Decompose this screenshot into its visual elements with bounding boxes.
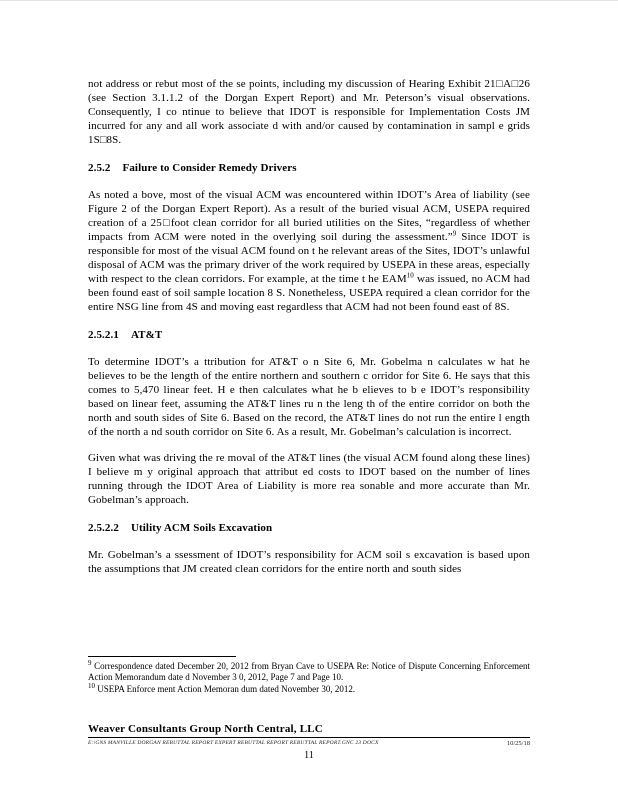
footnote-number: 10 <box>88 681 95 690</box>
paragraph-intro: not address or rebut most of the se points, including my discussion of Hearing Exhibit 21□A□26 (see Section 3.1.1.2 of the Dorgan Expert Report) and Mr. Peterson’s visual observations. Consequently, I co ntinue to believe that IDOT is responsible for Implementation Costs JM incurred for any and all work associate d with and/or caused by contamination in sampl e grids 1S□8S. <box>88 78 530 147</box>
text-run: Since IDOT is responsible for most of the visual ACM found on t he relevant areas of the Sites, IDOT’s unlawful disposal of ACM was the primary driver of the work required by USEPA in these areas, especially with respect to the clean corridors. For example, at the time t he EAM <box>88 230 530 286</box>
page-footer <box>88 723 530 761</box>
section-heading-2-5-2 <box>88 161 530 175</box>
footnote-text: USEPA Enforce ment Action Memoran dum dated November 30, 2012. <box>95 683 356 694</box>
footnote-ref-9: 9 <box>452 229 457 238</box>
file-path: E:\GNS MANVILLE DORGAN REBUTTAL REPORT EXPERT REBUTTAL REPORT REBUTTAL REPORT.GNC 23 DOCX <box>88 740 379 746</box>
footer-divider <box>88 737 530 738</box>
paragraph-soils-excavation: Mr. Gobelman’s a ssessment of IDOT’s responsibility for ACM soil s excavation is based upon the assumptions that JM created clean corridors for the entire north and south sides <box>88 548 530 575</box>
footer-meta-row <box>88 740 530 747</box>
text-run: was issued, no ACM had been found east of soil sample location 8 S. Nonetheless, USEPA required a clean corridor for the entire NSG line from 4S and moving east regardless that ACM had not been found east of 8S. <box>88 273 530 314</box>
section-number: 2.5.2.2 <box>88 522 119 535</box>
section-number: 2.5.2 <box>88 162 111 175</box>
section-title: Utility ACM Soils Excavation <box>130 522 273 535</box>
footnote-text: Correspondence dated December 20, 2012 from Bryan Cave to USEPA Re: Notice of Dispute Concerning Enforcement Action Memorandum date d November 3 0, 2012, Page 7 and Page 10. <box>88 661 530 683</box>
footer-company-name: Weaver Consultants Group North Central, LLC <box>88 723 323 735</box>
footnote-separator-line <box>88 656 236 657</box>
footnote-9 <box>88 661 530 684</box>
document-body <box>88 77 530 588</box>
section-title: AT&T <box>130 329 163 342</box>
footnotes-section <box>88 656 530 695</box>
footnote-10 <box>88 681 530 695</box>
paragraph-remedy-drivers <box>88 188 530 315</box>
paragraph-att-calculation: To determine IDOT’s a ttribution for AT&T o n Site 6, Mr. Gobelma n calculates w hat he believes to be the length of the entire northern and southern c orridor for Site 6. He says that this comes to 5,470 linear feet. H e then calculates what he b elieves to b e IDOT’s responsibility based on linear feet, assuming the AT&T lines ru n the leng th of the entire corridor on both the north and south sides of Site 6. Based on the record, the AT&T lines do not run the entire l ength of the north a nd south corridor on Site 6. As a result, Mr. Gobelman’s calculation is incorrect. <box>88 355 530 438</box>
page-number: 11 <box>304 750 314 761</box>
paragraph-att-opinion: Given what was driving the re moval of the AT&T lines (the visual ACM found along these lines) I believe m y original approach that attribut ed costs to IDOT based on the number of lines running through the IDOT Area of Liability is more rea sonable and more accurate than Mr. Gobelman’s approach. <box>88 452 530 507</box>
footnote-ref-10: 10 <box>406 271 414 280</box>
footnote-number: 9 <box>88 659 92 667</box>
section-number: 2.5.2.1 <box>88 329 119 342</box>
section-title: Failure to Consider Remedy Drivers <box>122 162 297 175</box>
footer-date: 10/25/18 <box>506 740 530 747</box>
text-run: As noted a bove, most of the visual ACM was encountered within IDOT’s Area of liability (see Figure 2 of the Dorgan Expert Report). As a result of the buried visual ACM, USEPA required creation of a 25□foot clean corridor for all buried utilities on the Sites, “regardless of whether impacts from ACM were noted in the overlying soil during the assessment.” <box>88 188 530 243</box>
section-heading-2-5-2-1 <box>88 328 530 342</box>
section-heading-2-5-2-2 <box>88 521 530 535</box>
